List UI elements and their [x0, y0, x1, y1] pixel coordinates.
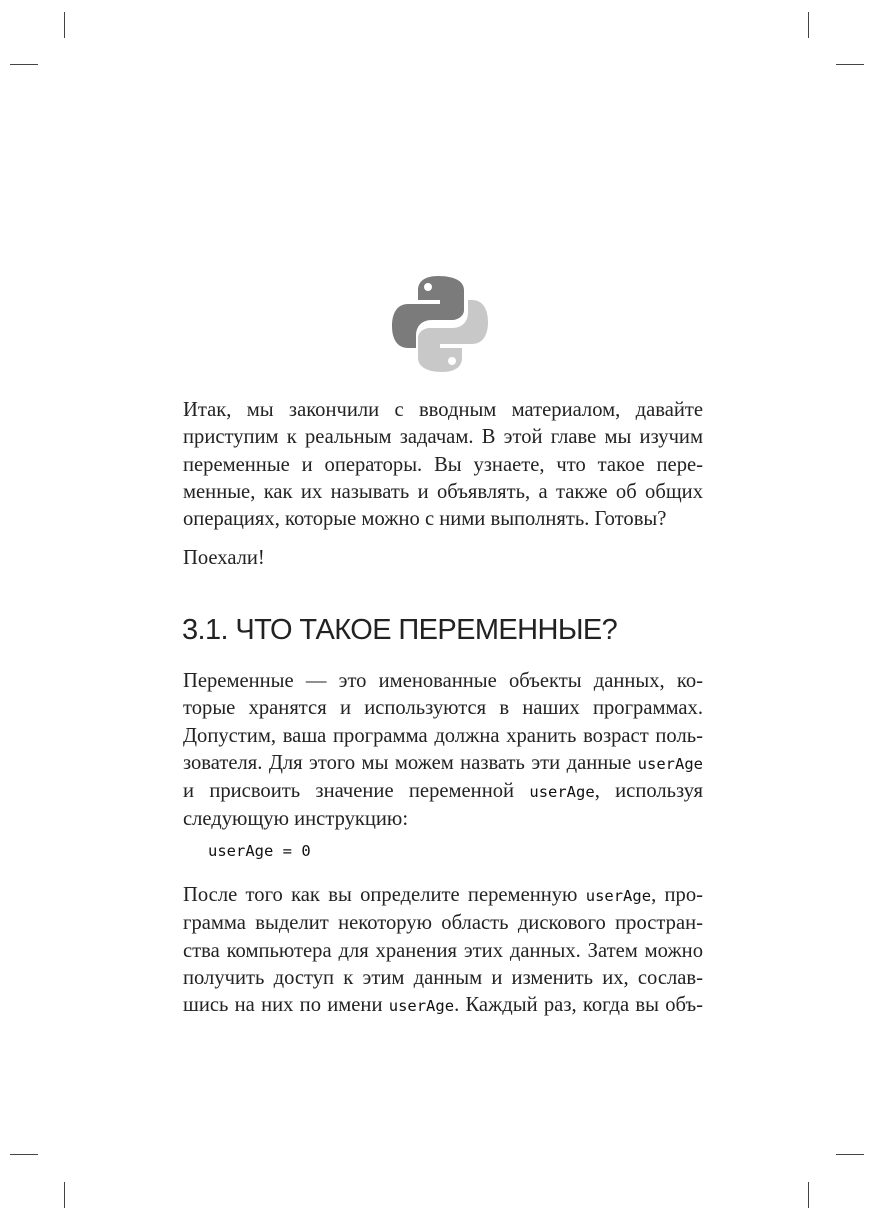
- inline-code: userAge: [637, 754, 703, 773]
- text-line: менные, как их называть и объявлять, а также об общих: [183, 480, 703, 503]
- text-line: Поехали!: [183, 547, 265, 569]
- code-example: userAge = 0: [208, 842, 311, 860]
- text-fragment: и присвоить значение переменной: [183, 780, 530, 803]
- crop-mark: [10, 1154, 38, 1155]
- section-heading: 3.1. ЧТО ТАКОЕ ПЕРЕМЕННЫЕ?: [182, 614, 618, 646]
- paragraph-memory: [183, 882, 703, 1020]
- crop-mark: [836, 64, 864, 65]
- text-fragment: , используя: [594, 780, 703, 803]
- crop-mark: [64, 1182, 65, 1208]
- inline-code: userAge: [585, 887, 652, 905]
- crop-mark: [808, 1182, 809, 1208]
- text-line: приступим к реальным задачам. В этой главе мы изучим: [183, 426, 703, 449]
- crop-mark: [836, 1154, 864, 1155]
- python-logo-icon: [390, 274, 490, 374]
- text-fragment: зователя. Для этого мы можем назвать эти данные: [183, 751, 638, 774]
- text-line: Допустим, ваша программа должна хранить возраст поль-: [183, 724, 703, 747]
- inline-code: userAge: [388, 997, 455, 1016]
- text-line: следующую инструкцию:: [183, 808, 409, 831]
- text-line: [183, 992, 703, 1020]
- inline-code: userAge: [529, 783, 595, 802]
- text-line: Итак, мы закончили с вводным материалом, давайте: [183, 399, 703, 421]
- text-fragment: . Каждый раз, когда вы объ-: [454, 994, 703, 1017]
- closing-line: [183, 545, 703, 572]
- intro-paragraph: [183, 397, 703, 533]
- text-fragment: шись на них по имени: [183, 994, 389, 1017]
- crop-mark: [808, 12, 809, 38]
- text-line: операциях, которые можно с ними выполнять. Готовы?: [183, 508, 667, 531]
- text-line: [183, 778, 703, 806]
- text-line: переменные и операторы. Вы узнаете, что такое пере-: [183, 453, 703, 476]
- crop-mark: [10, 64, 38, 65]
- text-line: торые хранятся и используются в наших программах.: [183, 697, 703, 720]
- text-line: Переменные — это именованные объекты данных, ко-: [183, 670, 703, 692]
- text-line: ства компьютера для хранения этих данных. Затем можно: [183, 939, 703, 962]
- text-line: получить доступ к этим данным и изменить их, сослав-: [183, 966, 703, 989]
- text-line: [183, 750, 703, 778]
- text-line: грамма выделит некоторую область дискового простран-: [183, 912, 703, 935]
- text-line: [183, 882, 703, 910]
- crop-mark: [64, 12, 65, 38]
- paragraph-variables: [183, 668, 703, 834]
- text-fragment: , про-: [651, 884, 703, 906]
- text-fragment: После того как вы определите переменную: [183, 884, 586, 906]
